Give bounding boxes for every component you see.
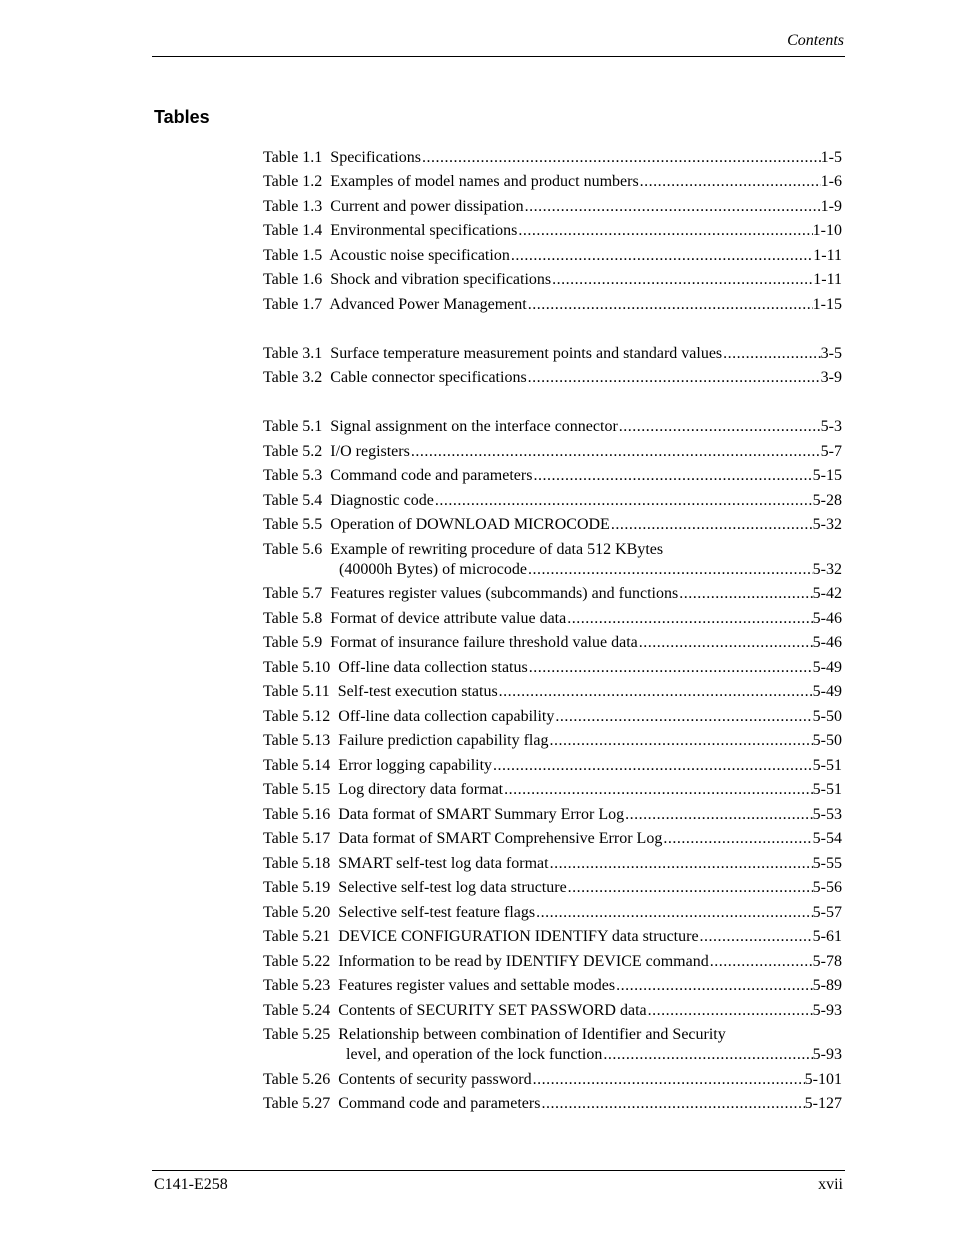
toc-entry[interactable] <box>263 417 842 437</box>
toc-entry-page: 5-51 <box>812 757 842 774</box>
toc-entry[interactable] <box>263 515 842 535</box>
toc-entry-page: 5-3 <box>820 418 842 435</box>
toc-entry[interactable] <box>263 878 842 898</box>
toc-entry-page: 5-101 <box>804 1071 842 1088</box>
toc-entry[interactable] <box>263 344 842 364</box>
toc-entry-title: Table 5.4 Diagnostic code <box>263 492 434 509</box>
toc-entry-title: Table 5.23 Features register values and settable modes <box>263 977 616 994</box>
toc-entry-page: 5-55 <box>812 855 842 872</box>
dot-leader <box>549 854 813 874</box>
toc-entry-page: 5-78 <box>812 953 842 970</box>
toc-entry-title: Table 5.5 Operation of DOWNLOAD MICROCODE <box>263 516 610 533</box>
footer-rule <box>152 1170 845 1171</box>
toc-entry-page: 5-93 <box>812 1046 842 1063</box>
toc-entry-page: 1-11 <box>813 271 842 288</box>
toc-entry-title: Table 1.6 Shock and vibration specifications <box>263 271 552 288</box>
toc-entry-title: Table 5.9 Format of insurance failure threshold value data <box>263 634 638 651</box>
page-number: xvii <box>818 1176 843 1193</box>
toc-entry-page: 5-50 <box>812 732 842 749</box>
toc-entry[interactable] <box>263 270 842 290</box>
toc-entry[interactable] <box>263 295 842 315</box>
toc-entry-page: 1-11 <box>813 247 842 264</box>
toc-entry-title: Table 5.11 Self-test execution status <box>263 683 498 700</box>
toc-entry-page: 5-53 <box>812 806 842 823</box>
toc-entry-page: 5-49 <box>812 659 842 676</box>
dot-leader <box>618 417 821 437</box>
toc-entry-title: Table 5.1 Signal assignment on the interface connector <box>263 418 618 435</box>
dot-leader <box>678 584 812 604</box>
toc-entry-title: Table 5.24 Contents of SECURITY SET PASSWORD data <box>263 1002 647 1019</box>
dot-leader <box>510 246 813 266</box>
dot-leader <box>567 878 813 898</box>
toc-entry-title: Table 5.14 Error logging capability <box>263 757 493 774</box>
toc-entry-page: 1-10 <box>812 222 842 239</box>
toc-entry-page: 1-5 <box>820 149 842 166</box>
toc-entry-page: 5-42 <box>812 585 842 602</box>
toc-entry[interactable] <box>263 805 842 825</box>
toc-entry-page: 3-5 <box>820 345 842 362</box>
toc-entry-title: Table 1.4 Environmental specifications <box>263 222 518 239</box>
toc-entry-title: Table 5.10 Off-line data collection status <box>263 659 528 676</box>
toc-entry-title: Table 5.6 Example of rewriting procedure of data 512 KBytes <box>263 541 664 558</box>
dot-leader <box>434 491 813 511</box>
dot-leader <box>624 805 813 825</box>
toc-entry-page: 5-46 <box>812 610 842 627</box>
dot-leader <box>540 1094 804 1114</box>
toc-entry[interactable] <box>263 854 842 874</box>
toc-entry[interactable] <box>263 976 842 996</box>
toc-entry-first-line <box>263 540 842 560</box>
toc-entry-title: Table 5.17 Data format of SMART Comprehensive Error Log <box>263 830 663 847</box>
toc-entry[interactable] <box>263 952 842 972</box>
toc-entry[interactable] <box>263 148 842 168</box>
toc-entry[interactable] <box>263 584 842 604</box>
dot-leader <box>610 515 813 535</box>
toc-entry[interactable] <box>263 1070 842 1090</box>
dot-leader <box>699 927 813 947</box>
toc-entry-page: 1-6 <box>820 173 842 190</box>
dot-leader <box>709 952 813 972</box>
toc-entry[interactable] <box>263 707 842 727</box>
toc-entry-title: Table 5.22 Information to be read by IDENTIFY DEVICE command <box>263 953 709 970</box>
dot-leader <box>662 829 812 849</box>
dot-leader <box>410 442 821 462</box>
toc-entry-title: Table 1.2 Examples of model names and product numbers <box>263 173 639 190</box>
toc-entry-page: 5-46 <box>812 634 842 651</box>
toc-entry[interactable] <box>263 246 842 266</box>
toc-entry-title: Table 1.5 Acoustic noise specification <box>263 247 510 264</box>
toc-entry[interactable] <box>263 927 842 947</box>
toc-entry[interactable] <box>263 466 842 486</box>
dot-leader <box>554 707 812 727</box>
section-title: Tables <box>154 107 210 127</box>
toc-entry[interactable] <box>263 1001 842 1021</box>
toc-entry[interactable] <box>263 903 842 923</box>
toc-entry-title: Table 5.13 Failure prediction capability flag <box>263 732 549 749</box>
dot-leader <box>639 172 821 192</box>
running-header: Contents <box>787 32 844 49</box>
toc-entry-page: 5-49 <box>812 683 842 700</box>
toc-entry-title: Table 3.1 Surface temperature measurement points and standard values <box>263 345 723 362</box>
toc-entry[interactable] <box>263 197 842 217</box>
dot-leader <box>527 295 813 315</box>
toc-entry-page: 1-9 <box>820 198 842 215</box>
toc-entry-title: Table 5.8 Format of device attribute value data <box>263 610 567 627</box>
toc-entry[interactable] <box>263 609 842 629</box>
toc-entry[interactable] <box>263 172 842 192</box>
dot-leader <box>551 270 813 290</box>
dot-leader <box>722 344 821 364</box>
toc-entry-page: 5-127 <box>804 1095 842 1112</box>
toc-entry[interactable] <box>263 368 842 388</box>
toc-entry-title: Table 5.7 Features register values (subcommands) and functions <box>263 585 679 602</box>
toc-entry[interactable] <box>263 560 842 580</box>
toc-entry-page: 5-15 <box>812 467 842 484</box>
toc-entry-page: 5-61 <box>812 928 842 945</box>
dot-leader <box>548 731 812 751</box>
dot-leader <box>532 1070 805 1090</box>
toc-entry-title: Table 5.2 I/O registers <box>263 443 410 460</box>
toc-entry[interactable] <box>263 780 842 800</box>
dot-leader <box>503 780 813 800</box>
toc-entry-title: Table 5.25 Relationship between combination of Identifier and Security <box>263 1026 726 1043</box>
dot-leader <box>535 903 813 923</box>
dot-leader <box>602 1045 812 1065</box>
toc-entry-page: 3-9 <box>820 369 842 386</box>
toc-entry-title: (40000h Bytes) of microcode <box>339 561 527 578</box>
dot-leader <box>566 609 812 629</box>
toc-entry[interactable] <box>263 682 842 702</box>
header-rule <box>152 56 845 57</box>
toc-entry-page: 5-56 <box>812 879 842 896</box>
toc-entry-title: Table 5.27 Command code and parameters <box>263 1095 541 1112</box>
toc-entry-title: Table 1.7 Advanced Power Management <box>263 296 527 313</box>
toc-entry[interactable] <box>263 491 842 511</box>
toc-entry-title: Table 5.19 Selective self-test log data structure <box>263 879 567 896</box>
toc-entry-page: 5-32 <box>812 516 842 533</box>
toc-entry[interactable] <box>263 756 842 776</box>
toc-entry-title: Table 5.20 Selective self-test feature flags <box>263 904 536 921</box>
dot-leader <box>647 1001 813 1021</box>
dot-leader <box>517 221 812 241</box>
dot-leader <box>498 682 813 702</box>
toc-entry-title: Table 5.3 Command code and parameters <box>263 467 533 484</box>
toc-entry-title: Table 5.18 SMART self-test log data format <box>263 855 549 872</box>
dot-leader <box>527 560 813 580</box>
toc-entry-page: 5-50 <box>812 708 842 725</box>
toc-entry-title: Table 5.15 Log directory data format <box>263 781 504 798</box>
toc-entry-title: Table 5.21 DEVICE CONFIGURATION IDENTIFY data structure <box>263 928 699 945</box>
dot-leader <box>492 756 813 776</box>
document-number: C141-E258 <box>154 1176 228 1193</box>
toc-entry[interactable] <box>263 1094 842 1114</box>
dot-leader <box>421 148 821 168</box>
toc-entry-page: 1-15 <box>812 296 842 313</box>
toc-entry-title: level, and operation of the lock function <box>346 1046 603 1063</box>
toc-entry-title: Table 1.1 Specifications <box>263 149 421 166</box>
toc-entry-first-line <box>263 1025 842 1045</box>
toc-entry-page: 5-7 <box>820 443 842 460</box>
toc-entry-page: 5-89 <box>812 977 842 994</box>
toc-entry-title: Table 5.16 Data format of SMART Summary Error Log <box>263 806 625 823</box>
toc-entry-page: 5-57 <box>812 904 842 921</box>
dot-leader <box>527 368 821 388</box>
toc-entry[interactable] <box>263 829 842 849</box>
dot-leader <box>638 633 813 653</box>
toc-entry-page: 5-32 <box>812 561 842 578</box>
toc-entry-title: Table 1.3 Current and power dissipation <box>263 198 524 215</box>
toc-entry-page: 5-51 <box>812 781 842 798</box>
toc-entry[interactable] <box>263 221 842 241</box>
toc-entry-title: Table 5.12 Off-line data collection capability <box>263 708 555 725</box>
toc-entry[interactable] <box>263 442 842 462</box>
toc-entry[interactable] <box>263 633 842 653</box>
toc-entry-title: Table 3.2 Cable connector specifications <box>263 369 527 386</box>
dot-leader <box>532 466 812 486</box>
dot-leader <box>528 658 813 678</box>
toc-entry-page: 5-93 <box>812 1002 842 1019</box>
toc-entry[interactable] <box>263 731 842 751</box>
toc-entry-page: 5-54 <box>812 830 842 847</box>
toc-entry-title: Table 5.26 Contents of security password <box>263 1071 532 1088</box>
toc-entry[interactable] <box>263 1045 842 1065</box>
toc-entry-page: 5-28 <box>812 492 842 509</box>
dot-leader <box>524 197 821 217</box>
toc-entry[interactable] <box>263 658 842 678</box>
dot-leader <box>615 976 813 996</box>
